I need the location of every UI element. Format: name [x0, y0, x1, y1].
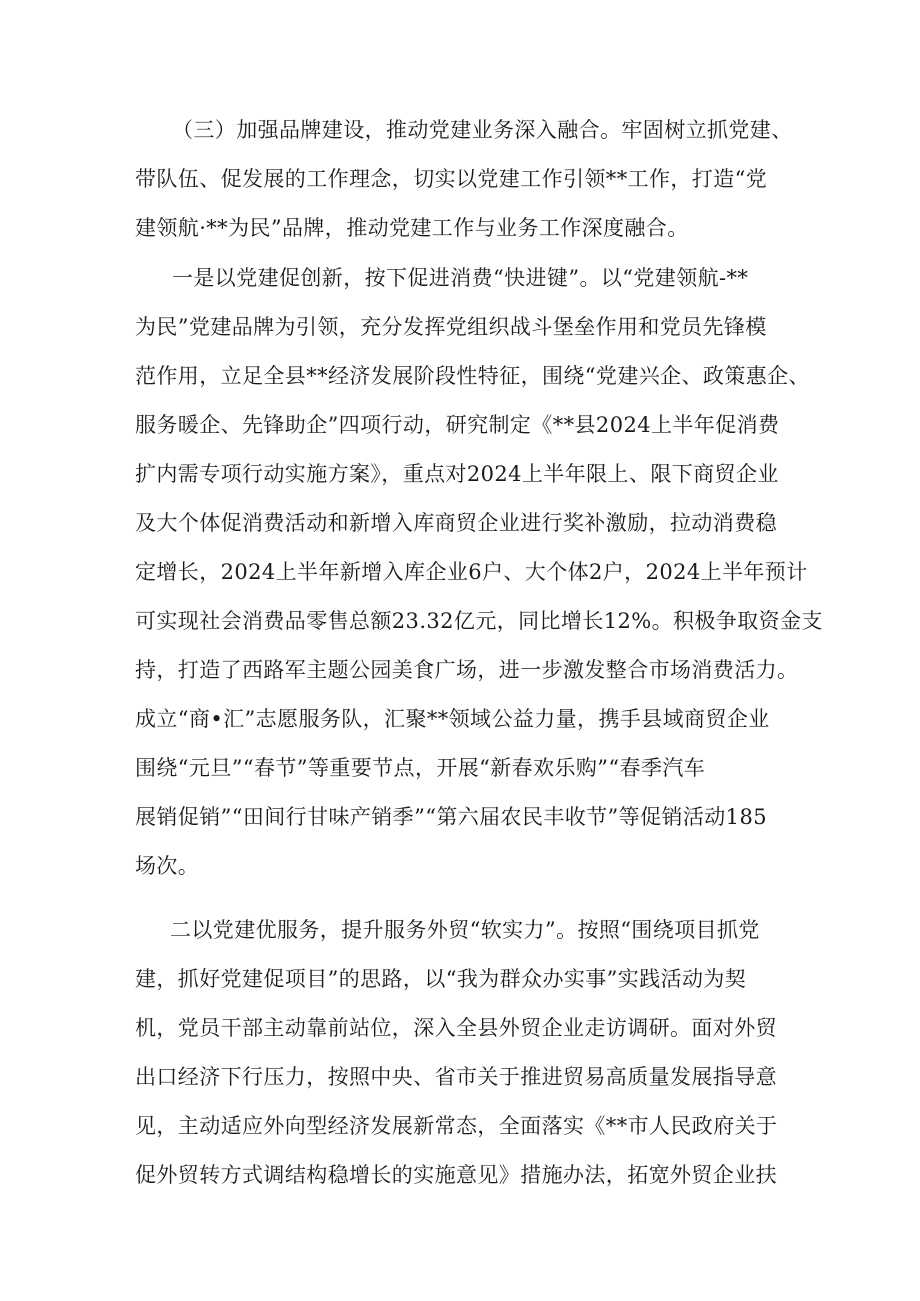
paragraph-3-line-4: 出口经济下行压力，按照中央、省市关于推进贸易高质量发展指导意: [135, 1065, 777, 1089]
paragraph-2-line-7: 定增长，2024上半年新增入库企业6户、大个体2户，2024上半年预计: [135, 560, 808, 584]
paragraph-2-line-13: 场次。: [135, 854, 200, 878]
paragraph-2-line-9: 持，打造了西路军主题公园美食广场，进一步激发整合市场消费活力。: [135, 658, 799, 682]
paragraph-3-line-3: 机，党员干部主动靠前站位，深入全县外贸企业走访调研。面对外贸: [135, 1016, 777, 1040]
paragraph-1-line-1: （三）加强品牌建设，推动党建业务深入融合。牢固树立抓党建、: [172, 118, 793, 142]
paragraph-1-line-2: 带队伍、促发展的工作理念，切实以党建工作引领**工作，打造“党: [135, 167, 768, 191]
paragraph-1-line-3: 建领航·**为民”品牌，推动党建工作与业务工作深度融合。: [135, 216, 689, 240]
paragraph-3-line-1: 二以党建优服务，提升服务外贸“软实力”。按照“围绕项目抓党: [170, 918, 760, 942]
paragraph-2-line-11: 围绕“元旦”“春节”等重要节点，开展“新春欢乐购”“春季汽车: [135, 756, 706, 780]
paragraph-2-line-2: 为民”党建品牌为引领，充分发挥党组织战斗堡垒作用和党员先锋模: [135, 315, 767, 339]
paragraph-2-line-1: 一是以党建促创新，按下促进消费“快进键”。以“党建领航-**: [172, 266, 749, 290]
paragraph-2-line-5: 扩内需专项行动实施方案》，重点对2024上半年限上、限下商贸企业: [135, 462, 779, 486]
paragraph-2-line-8: 可实现社会消费品零售总额23.32亿元，同比增长12%。积极争取资金支: [135, 609, 823, 633]
paragraph-3-line-2: 建，抓好党建促项目”的思路，以“我为群众办实事”实践活动为契: [135, 967, 747, 991]
paragraph-2-line-3: 范作用，立足全县**经济发展阶段性特征，围绕“党建兴企、政策惠企、: [135, 364, 810, 388]
paragraph-2-line-6: 及大个体促消费活动和新增入库商贸企业进行奖补激励，拉动消费稳: [135, 511, 777, 535]
paragraph-2-line-12: 展销促销”“田间行甘味产销季”“第六届农民丰收节”等促销活动185: [135, 805, 767, 829]
paragraph-3-line-5: 见，主动适应外向型经济发展新常态，全面落实《**市人民政府关于: [135, 1114, 778, 1138]
paragraph-3-line-6: 促外贸转方式调结构稳增长的实施意见》措施办法，拓宽外贸企业扶: [135, 1163, 777, 1187]
paragraph-2-line-4: 服务暖企、先锋助企”四项行动，研究制定《**县2024上半年促消费: [135, 413, 780, 437]
paragraph-2-line-10: 成立“商•汇”志愿服务队，汇聚**领域公益力量，携手县域商贸企业: [135, 707, 770, 731]
